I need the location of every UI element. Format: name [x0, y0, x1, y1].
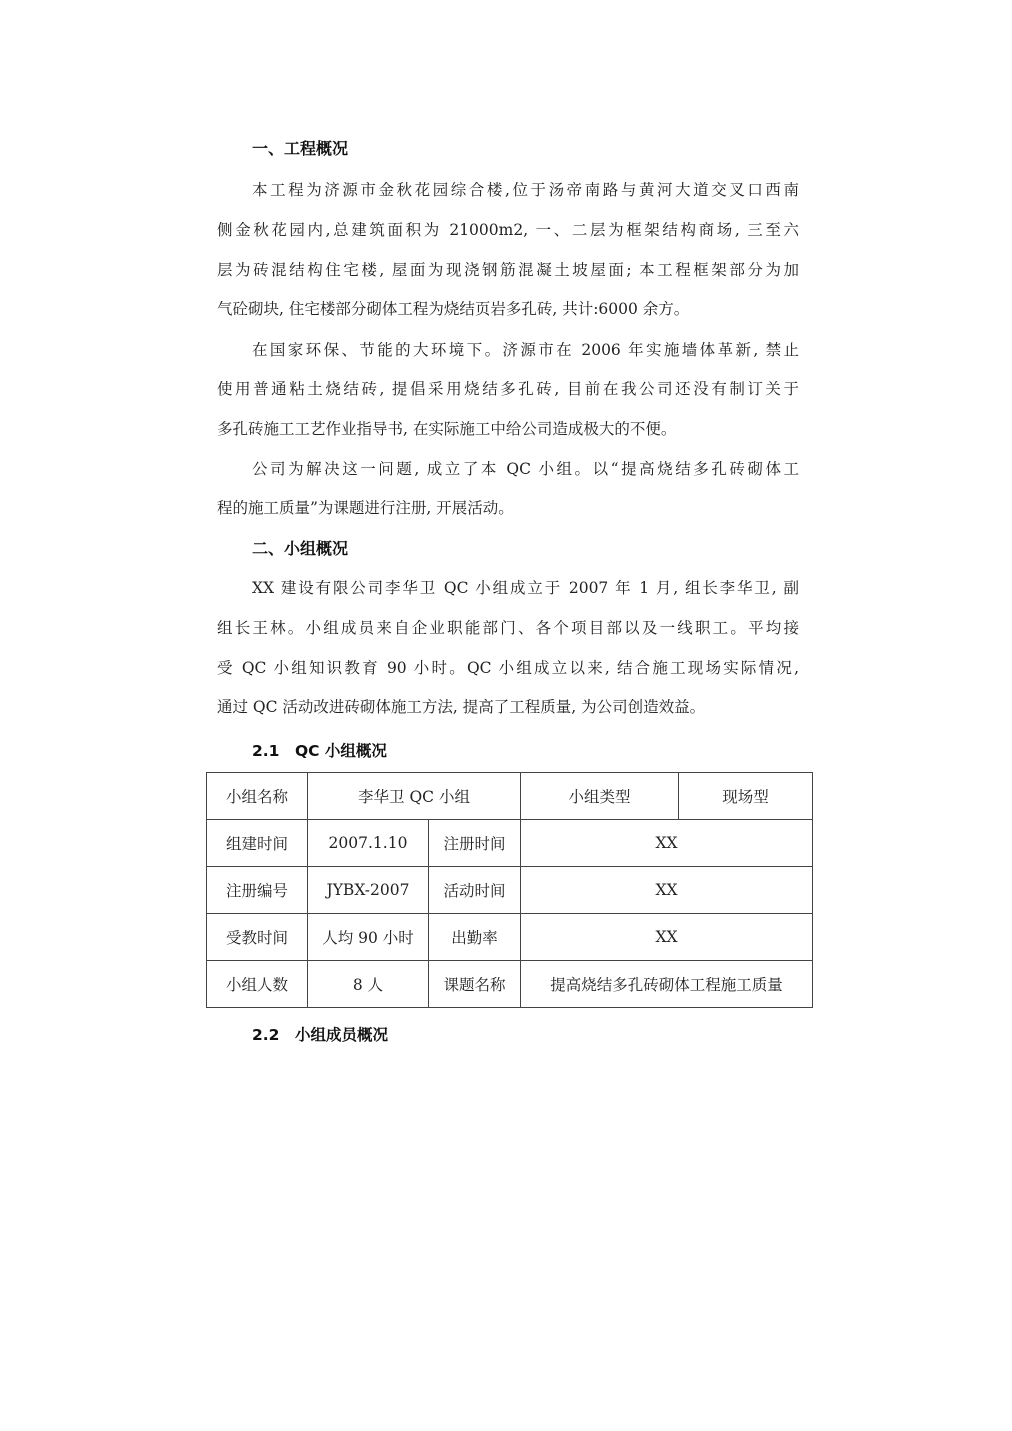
table-row [207, 914, 813, 961]
table-cell: 注册编号 [207, 867, 308, 914]
subsection-heading-2-1: 2.1 QC 小组概况 [252, 742, 387, 760]
table-cell: XX [521, 820, 813, 867]
table-cell: 小组人数 [207, 961, 308, 1008]
paragraph-line: 侧金秋花园内,总建筑面积为 21000m2, 一、二层为框架结构商场, 三至六 [217, 221, 799, 239]
table-cell: 李华卫 QC 小组 [308, 773, 521, 820]
section-heading-2: 二、小组概况 [252, 539, 349, 558]
paragraph-line: 本工程为济源市金秋花园综合楼,位于汤帝南路与黄河大道交叉口西南 [252, 181, 799, 199]
table-cell: 受教时间 [207, 914, 308, 961]
table-cell: 出勤率 [429, 914, 521, 961]
table-cell: 注册时间 [429, 820, 521, 867]
subsection-heading-2-2: 2.2 小组成员概况 [252, 1026, 388, 1044]
table-cell: JYBX-2007 [308, 867, 429, 914]
paragraph-line: 使用普通粘土烧结砖, 提倡采用烧结多孔砖, 目前在我公司还没有制订关于 [217, 380, 799, 398]
table-cell: 小组名称 [207, 773, 308, 820]
table-cell: 8 人 [308, 961, 429, 1008]
table-cell: XX [521, 914, 813, 961]
paragraph-line: 组长王林。小组成员来自企业职能部门、各个项目部以及一线职工。平均接 [217, 619, 799, 637]
table-cell: 小组类型 [521, 773, 679, 820]
paragraph-line: 通过 QC 活动改进砖砌体施工方法, 提高了工程质量, 为公司创造效益。 [217, 698, 706, 716]
paragraph-line: 多孔砖施工工艺作业指导书, 在实际施工中给公司造成极大的不便。 [217, 420, 677, 438]
qc-group-info-table [206, 772, 813, 1008]
table-cell: 活动时间 [429, 867, 521, 914]
table-cell: 2007.1.10 [308, 820, 429, 867]
table-row [207, 867, 813, 914]
paragraph-line: 在国家环保、节能的大环境下。济源市在 2006 年实施墙体革新, 禁止 [252, 341, 799, 359]
table-cell: 组建时间 [207, 820, 308, 867]
paragraph-line: 受 QC 小组知识教育 90 小时。QC 小组成立以来, 结合施工现场实际情况, [217, 659, 799, 677]
table-cell: 课题名称 [429, 961, 521, 1008]
table-row [207, 820, 813, 867]
paragraph-line: 公司为解决这一问题, 成立了本 QC 小组。以“提高烧结多孔砖砌体工 [252, 460, 799, 478]
table-cell: 现场型 [679, 773, 813, 820]
paragraph-line: 气砼砌块, 住宅楼部分砌体工程为烧结页岩多孔砖, 共计:6000 余方。 [217, 300, 690, 318]
table-cell: XX [521, 867, 813, 914]
table-row [207, 773, 813, 820]
paragraph-line: XX 建设有限公司李华卫 QC 小组成立于 2007 年 1 月, 组长李华卫, 副 [252, 579, 799, 597]
table-cell: 人均 90 小时 [308, 914, 429, 961]
section-heading-1: 一、工程概况 [252, 139, 349, 158]
paragraph-line: 程的施工质量”为课题进行注册, 开展活动。 [217, 499, 514, 517]
table-row [207, 961, 813, 1008]
paragraph-line: 层为砖混结构住宅楼, 屋面为现浇钢筋混凝土坡屋面; 本工程框架部分为加 [217, 261, 799, 279]
table-cell: 提高烧结多孔砖砌体工程施工质量 [521, 961, 813, 1008]
